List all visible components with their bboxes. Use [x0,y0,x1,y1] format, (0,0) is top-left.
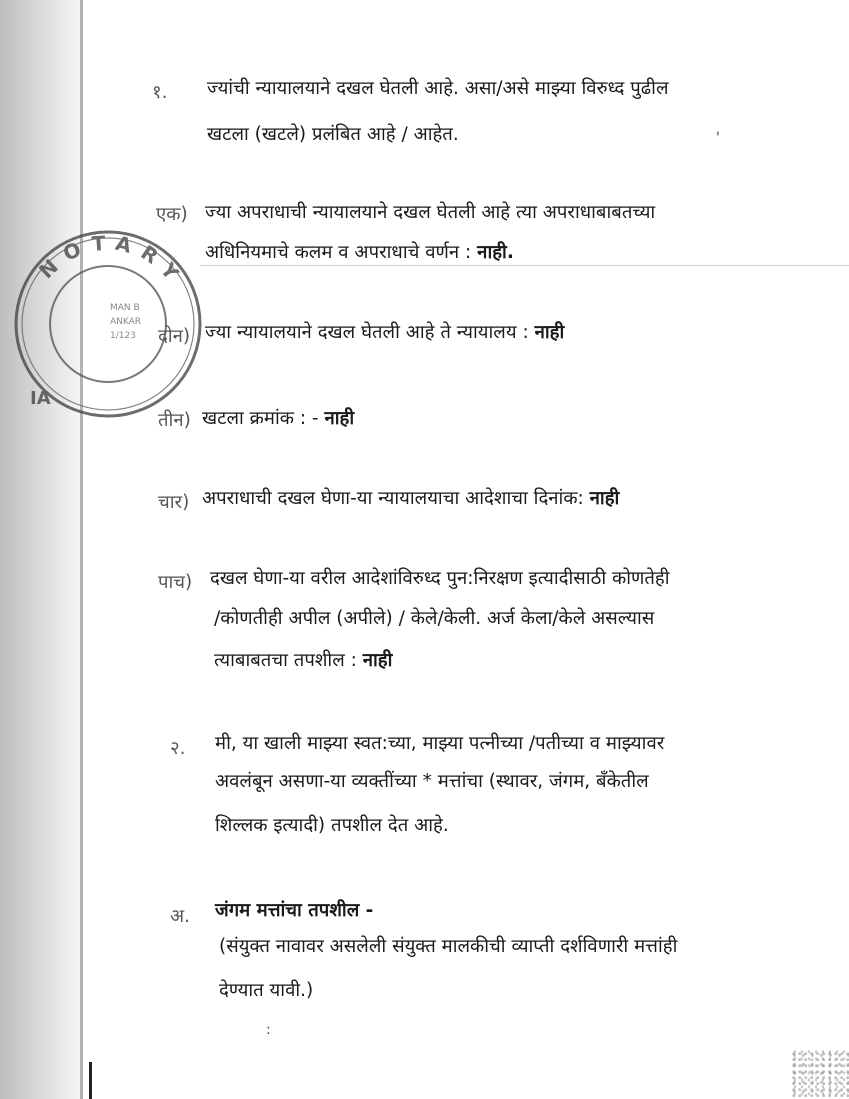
teen-text: खटला क्रमांक : - [202,408,325,429]
teen-label: तीन) [158,410,191,431]
item1-line1: ज्यांची न्यायालयाने दखल घेतली आहे. असा/असे माझ्या विरुध्द पुढील [207,78,669,99]
char-line [202,490,619,509]
item2-number: २. [170,738,186,759]
pach-line2: /कोणतीही अपील (अपीले) / केले/केली. अर्ज केला/केले असल्यास [214,608,655,629]
ek-label: एक) [156,204,188,225]
item2-line1: मी, या खाली माझ्या स्वत:च्या, माझ्या पत्नीच्या /पतीच्या व माझ्यावर [215,733,665,754]
stamp-inner-line-2: ANKAR [110,317,142,327]
char-label: चार) [158,492,190,513]
stamp-inner-line-1: MAN B [110,303,140,313]
char-answer: नाही [589,488,620,509]
binding-edge [80,0,83,1099]
don-label: दोन) [158,326,191,347]
scan-speckle [789,1049,849,1099]
pach-line3-text: त्याबाबतचा तपशील : [214,650,363,671]
stray-mark-2: : [266,1022,271,1038]
binding-shadow [0,0,82,1099]
don-answer: नाही [534,322,565,343]
pach-answer: नाही [362,650,393,671]
pach-line3 [214,652,392,671]
stamp-ring-text: NOTARY [34,230,190,293]
ek-line1: ज्या अपराधाची न्यायालयाने दखल घेतली आहे त्या अपराधाबाबतच्या [205,202,656,223]
item2-line2: अवलंबून असणा-या व्यक्तींच्या * मत्तांचा (स्थावर, जंगम, बॅंकेतील [215,771,649,792]
ek-line2-text: अधिनियमाचे कलम व अपराधाचे वर्णन : [205,242,478,263]
teen-line [202,410,354,429]
itemA-heading: जंगम मत्तांचा तपशील - [215,900,374,921]
don-text: ज्या न्यायालयाने दखल घेतली आहे ते न्यायालय : [205,322,535,343]
item1-number: १. [152,82,168,103]
binding-mark [89,1062,92,1099]
stamp-bottom-text: IA [30,388,51,409]
item1-line2: खटला (खटले) प्रलंबित आहे / आहेत. [207,124,459,145]
fold-line [200,265,849,266]
char-text: अपराधाची दखल घेणा-या न्यायालयाचा आदेशाचा दिनांक: [202,488,590,509]
itemA-line1: (संयुक्त नावावर असलेली संयुक्त मालकीची व्याप्ती दर्शविणारी मत्तांही [219,936,678,957]
ek-line2 [205,244,514,263]
notary-stamp [10,226,206,422]
pach-label: पाच) [158,572,193,593]
pach-line1: दखल घेणा-या वरील आदेशांविरुध्द पुन:निरक्षण इत्यादीसाठी कोणतेही [210,568,670,589]
itemA-line2: देण्यात यावी.) [219,980,314,1001]
ek-answer: नाही. [477,242,514,263]
stray-mark: ' [716,130,720,146]
teen-answer: नाही [324,408,355,429]
item2-line3: शिल्लक इत्यादी) तपशील देत आहे. [215,815,449,836]
don-line [205,324,564,343]
itemA-number: अ. [170,906,191,927]
stamp-inner-line-3: 1/123 [110,331,136,341]
